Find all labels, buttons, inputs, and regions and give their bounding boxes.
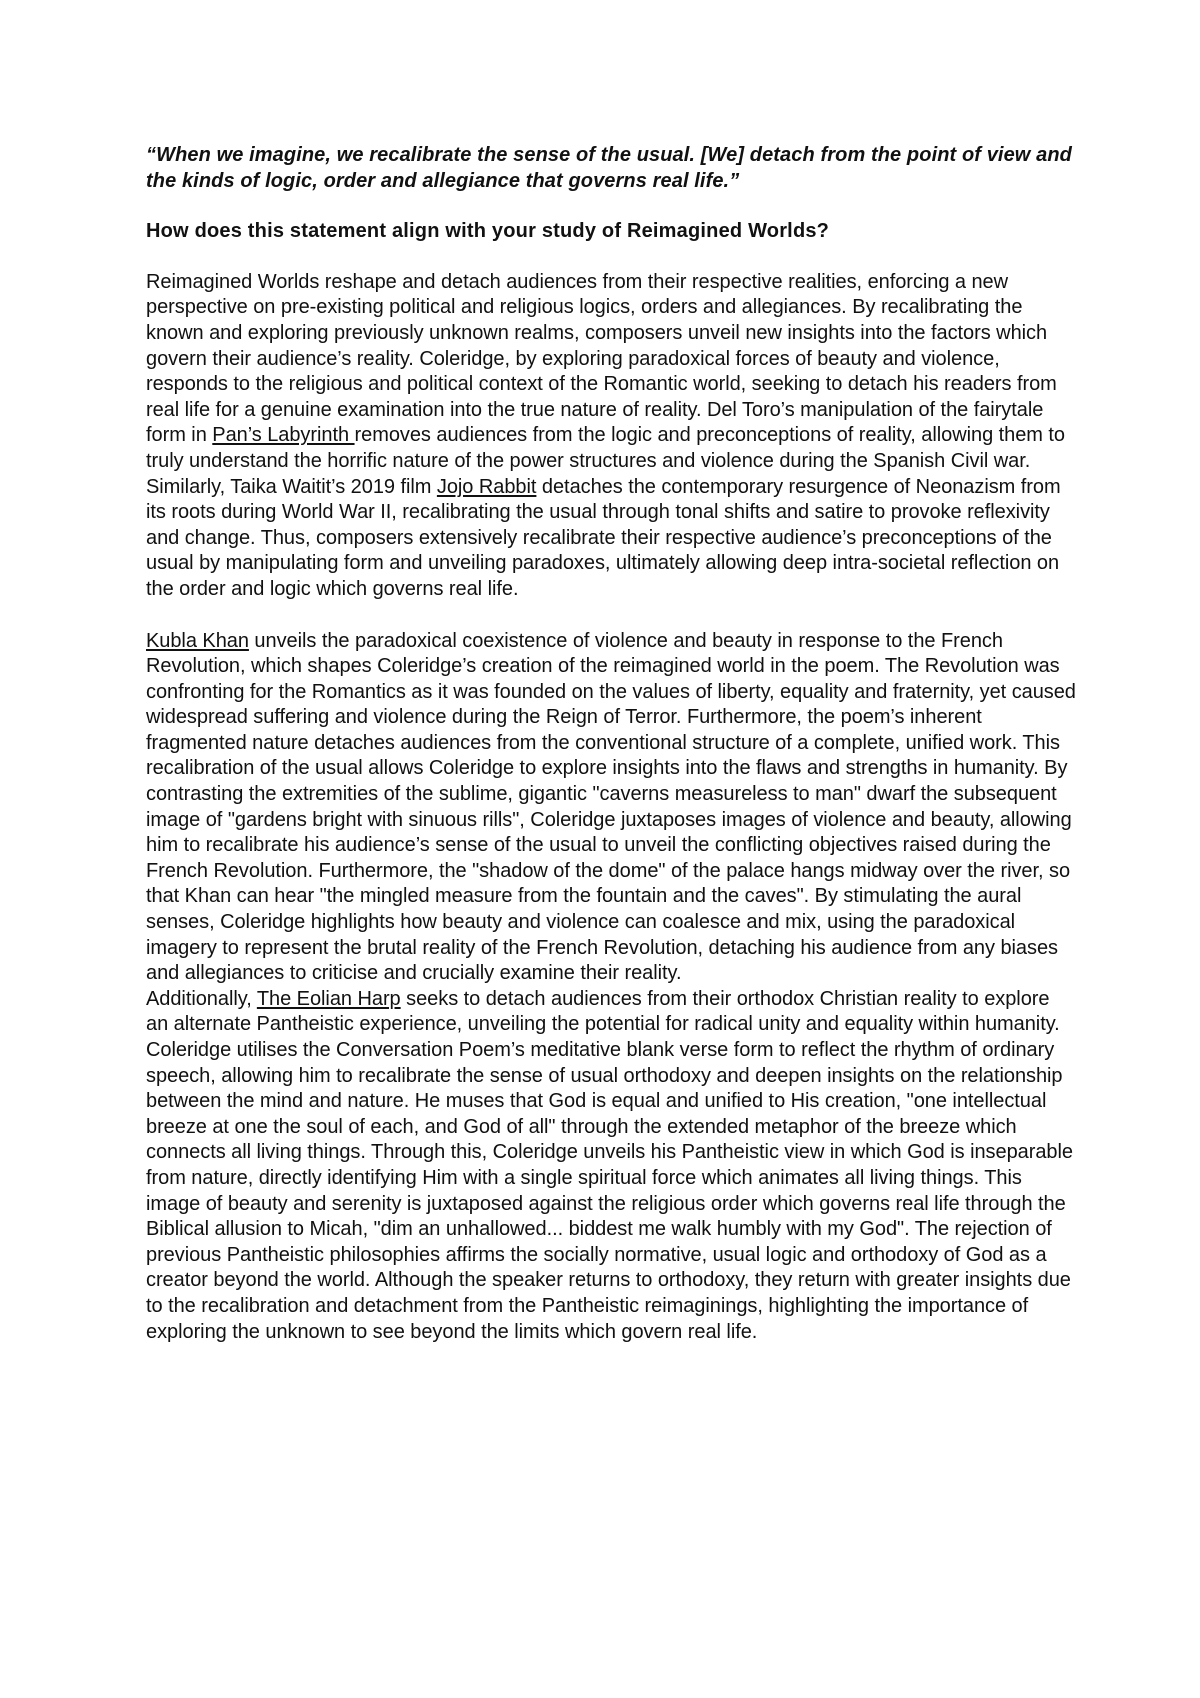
introduction-paragraph — [146, 270, 1076, 603]
eolian-lead-text: Additionally, — [146, 987, 257, 1010]
film-title-pans-labyrinth: Pan’s Labyrinth — [212, 424, 355, 447]
kubla-khan-text: unveils the paradoxical coexistence of violence and beauty in response to the French Revolution, which shapes Coleridge’s creation of the reimagined world in the poem. The Revolution was confronting for the Romantics as it was founded on the values of liberty, equality and fraternity, yet caused widespread suffering and violence during the Reign of Terror. Furthermore, the poem’s inherent fragmented nature detaches audiences from the conventional structure of a complete, unified work. This recalibration of the usual allows Coleridge to explore insights into the flaws and strengths in humanity. By contrasting the extremities of the sublime, gigantic "caverns measureless to man" dwarf the subsequent image of "gardens bright with sinuous rills", Coleridge juxtaposes images of violence and beauty, allowing him to recalibrate his audience’s sense of the usual to unveil the conflicting objectives raised during the French Revolution. Furthermore, the "shadow of the dome" of the palace hangs midway over the river, so that Khan can hear "the mingled measure from the fountain and the caves". By stimulating the aural senses, Coleridge highlights how beauty and violence can coalesce and mix, using the paradoxical imagery to represent the brutal reality of the French Revolution, detaching his audience from any biases and allegiances to criticise and crucially examine their reality. — [146, 629, 1076, 985]
poem-title-kubla-khan: Kubla Khan — [146, 629, 249, 652]
essay-question: How does this statement align with your study of Reimagined Worlds? — [146, 220, 830, 243]
intro-text-part-2: removes audiences from the logic and preconceptions of reality, allowing them to truly understand the horrific nature of the power structures and violence during the Spanish Civil war. Similarly, Taika Waitit’s 2019 film — [146, 424, 1066, 498]
kubla-khan-paragraph — [146, 629, 1076, 987]
intro-text-part-3: detaches the contemporary resurgence of Neonazism from its roots during World War II, recalibrating the usual through tonal shifts and satire to provoke reflexivity and change. Thus, composers extensively recalibrate their respective audience’s preconceptions of the usual by manipulating form and unveiling paradoxes, ultimately allowing deep intra-societal reflection on the order and logic which governs real life. — [146, 475, 1061, 600]
eolian-harp-paragraph — [146, 987, 1076, 1345]
intro-text-part-1: Reimagined Worlds reshape and detach audiences from their respective realities, enforcing a new perspective on pre-existing political and religious logics, orders and allegiances. By recalibrating the known and exploring previously unknown realms, composers unveil new insights into the factors which govern their audience’s reality. Coleridge, by exploring paradoxical forces of beauty and violence, responds to the religious and political context of the Romantic world, seeking to detach his readers from real life for a genuine examination into the true nature of reality. Del Toro’s manipulation of the fairytale form in — [146, 270, 1057, 447]
document-body — [146, 143, 1076, 1345]
film-title-jojo-rabbit: Jojo Rabbit — [436, 475, 537, 498]
poem-title-eolian-harp: The Eolian Harp — [256, 987, 401, 1010]
prompt-quote: “When we imagine, we recalibrate the sense of the usual. [We] detach from the point of view and the kinds of logic, order and allegiance that governs real life.” — [146, 144, 1072, 192]
eolian-harp-text: seeks to detach audiences from their orthodox Christian reality to explore an alternate Pantheistic experience, unveiling the potential for radical unity and equality within humanity. Coleridge utilises the Conversation Poem’s meditative blank verse form to reflect the rhythm of ordinary speech, allowing him to recalibrate the sense of usual orthodoxy and deepen insights on the relationship between the mind and nature. He muses that God is equal and unified to His creation, "one intellectual breeze at one the soul of each, and God of all" through the extended metaphor of the breeze which connects all living things. Through this, Coleridge unveils his Pantheistic view in which God is inseparable from nature, directly identifying Him with a single spiritual force which animates all living things. This image of beauty and serenity is juxtaposed against the religious order which governs real life through the Biblical allusion to Micah, "dim an unhallowed... biddest me walk humbly with my God". The rejection of previous Pantheistic philosophies affirms the socially normative, usual logic and orthodoxy of God as a creator beyond the world. Although the speaker returns to orthodoxy, they return with greater insights due to the recalibration and detachment from the Pantheistic reimaginings, highlighting the importance of exploring the unknown to see beyond the limits which govern real life. — [146, 987, 1073, 1343]
